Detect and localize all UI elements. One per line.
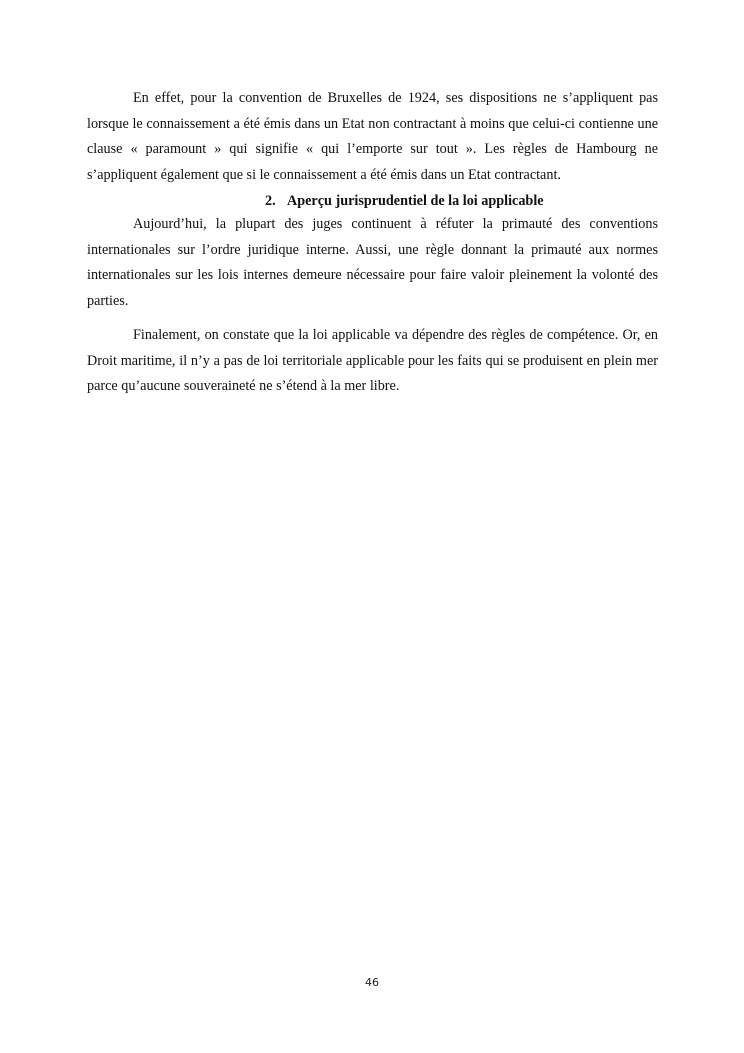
paragraph-juges-primaute: Aujourd’hui, la plupart des juges continuent à réfuter la primauté des conventions internationales sur l’ordre juridique interne. Aussi, une règle donnant la primauté aux normes internationales sur les lois internes demeure nécessaire pour faire valoir pleinement la volonté des parties.: [87, 216, 658, 309]
paragraph-bruxelles-convention: En effet, pour la convention de Bruxelles de 1924, ses dispositions ne s’appliquent pas lorsque le connaissement a été émis dans un Etat non contractant à moins que celui-ci contienne une clause « paramount » qui signifie « qui l’emporte sur tout ». Les règles de Hambourg ne s’appliquent également que si le connaissement a été émis dans un Etat contractant.: [87, 90, 658, 183]
page-number: 46: [365, 976, 379, 989]
page-body: [87, 86, 658, 400]
section-heading-number: 2.: [265, 193, 276, 209]
paragraph-loi-applicable: Finalement, on constate que la loi applicable va dépendre des règles de compétence. Or, en Droit maritime, il n’y a pas de loi territoriale applicable pour les faits qui se produisent en plein mer parce qu’aucune souveraineté ne s’étend à la mer libre.: [87, 327, 658, 394]
section-heading-title: Aperçu jurisprudentiel de la loi applicable: [287, 193, 544, 209]
section-heading: [87, 189, 658, 213]
